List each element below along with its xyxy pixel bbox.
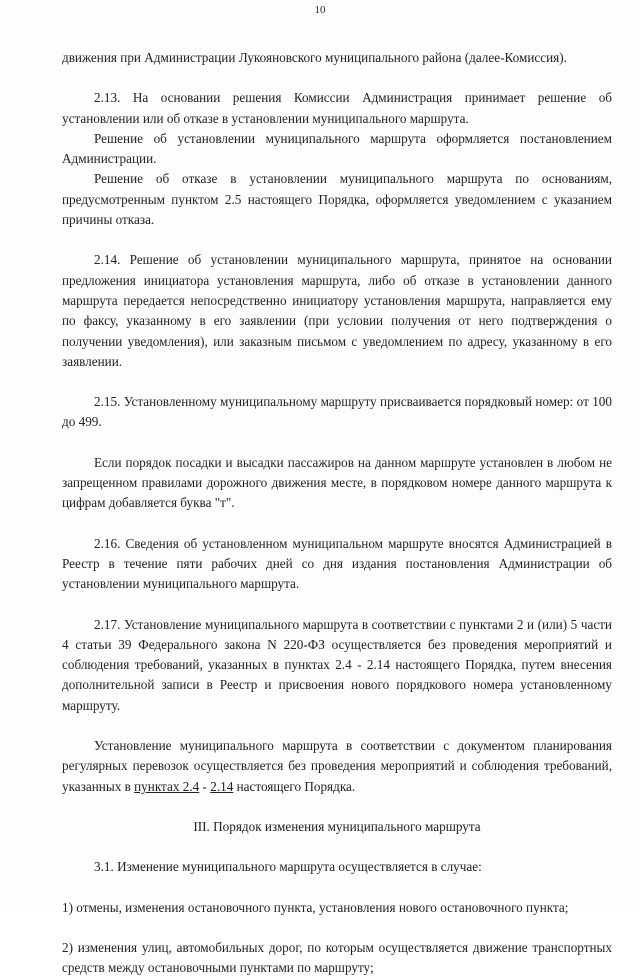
paragraph-2-17-planning bbox=[62, 736, 612, 797]
paragraph-2-17-planning-end: настоящего Порядка. bbox=[233, 778, 356, 794]
paragraph-3-1: 3.1. Изменение муниципального маршрута осуществляется в случае: bbox=[94, 859, 482, 875]
paragraph-2-13: 2.13. На основании решения Комиссии Администрация принимает решение об установлении или об отказе в установлении муниципального маршрута. bbox=[62, 90, 612, 126]
paragraph-2-17-planning-dash: - bbox=[199, 778, 211, 794]
list-item-2: 2) изменения улиц, автомобильных дорог, по которым осуществляется движение транспортных средств между остановочными пунктами по маршруту; bbox=[62, 939, 612, 976]
section-heading: III. Порядок изменения муниципального маршрута bbox=[193, 818, 481, 834]
link-points-2-4[interactable]: пунктах 2.4 bbox=[134, 778, 200, 794]
paragraph-2-16: 2.16. Сведения об установленном муниципальном маршруте вносятся Администрацией в Реестр в течение пяти рабочих дней со дня издания постановления Администрации об установлении муниципального маршрута. bbox=[62, 535, 612, 592]
paragraph-2-15: 2.15. Установленному муниципальному маршруту присваивается порядковый номер: от 100 до 499. bbox=[62, 394, 612, 430]
paragraph-2-14: 2.14. Решение об установлении муниципального маршрута, принятое на основании предложения инициатора установления маршрута, либо об отказе в установлении данного маршрута передается непосредственно инициатору установления маршрута, направляется ему по факсу, указанному в его заявлении (при условии получения от него подтверждения о получении уведомления), или заказным письмом с уведомлением по адресу, указанному в его заявлении. bbox=[62, 252, 612, 369]
paragraph-2-13-refusal: Решение об отказе в установлении муниципального маршрута по основаниям, предусмотренным пунктом 2.5 настоящего Порядка, оформляется уведомлением с указанием причины отказа. bbox=[62, 171, 612, 228]
link-point-2-14[interactable]: 2.14 bbox=[210, 778, 234, 794]
paragraph-2-17: 2.17. Установление муниципального маршрута в соответствии с пунктами 2 и (или) 5 части 4 статьи 39 Федерального закона N 220-ФЗ осуществляется без проведения мероприятий и соблюдения требований, указанных в пунктах 2.4 - 2.14 настоящего Порядка, путем внесения дополнительной записи в Реестр и присвоения нового порядкового номера установленному маршруту. bbox=[62, 616, 612, 713]
paragraph-2-15-letter: Если порядок посадки и высадки пассажиров на данном маршруте установлен в любом не запрещенном правилами дорожного движения месте, в порядковом номере данного маршрута к цифрам добавляется буква "т". bbox=[62, 454, 612, 511]
paragraph-intro: движения при Администрации Лукояновского муниципального района (далее-Комиссия). bbox=[62, 50, 567, 65]
page-number: 10 bbox=[314, 4, 326, 16]
paragraph-2-17-planning-text: Установление муниципального маршрута в соответствии с документом планирования регулярных перевозок осуществляется без проведения мероприятий и соблюдения требований, указанных в bbox=[62, 738, 612, 794]
paragraph-2-13-decision: Решение об установлении муниципального маршрута оформляется постановлением Администрации. bbox=[62, 130, 612, 167]
list-item-1: 1) отмены, изменения остановочного пункта, установления нового остановочного пункта; bbox=[62, 899, 569, 915]
document-body bbox=[62, 48, 612, 978]
